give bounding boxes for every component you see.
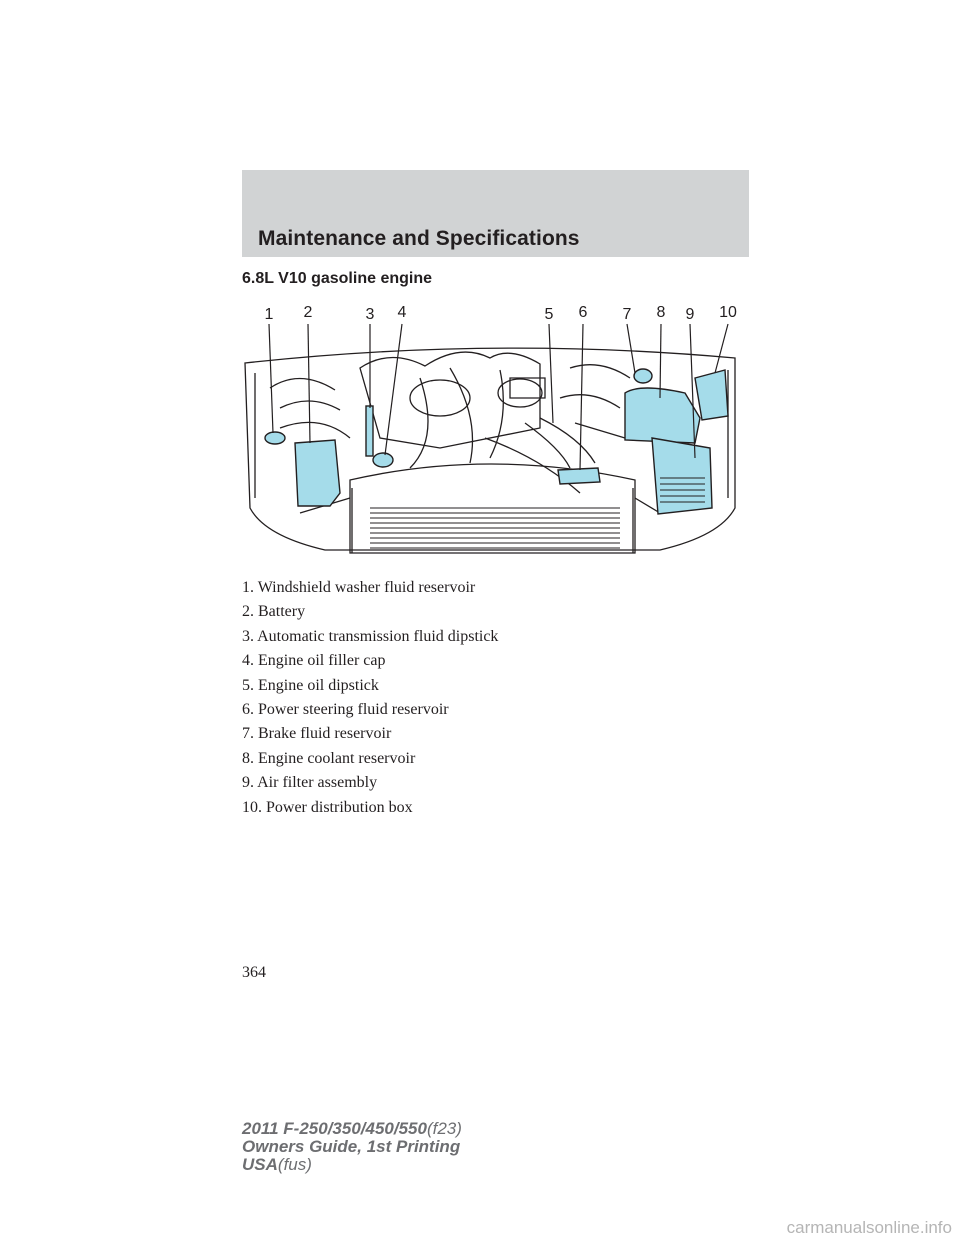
- washer-reservoir-cap: [265, 432, 285, 444]
- legend-item: 8. Engine coolant reservoir: [242, 749, 416, 767]
- footer-printing: Owners Guide, 1st Printing: [242, 1137, 461, 1156]
- legend-item: 7. Brake fluid reservoir: [242, 725, 392, 743]
- leader-line-7: [627, 324, 635, 373]
- legend-item: 9. Air filter assembly: [242, 774, 378, 792]
- power-distribution-shape: [695, 370, 728, 420]
- callout-4: 4: [397, 304, 407, 321]
- battery-shape: [295, 440, 340, 506]
- leader-line-1: [269, 324, 273, 433]
- leader-line-8: [660, 324, 661, 398]
- legend-item: 6. Power steering fluid reservoir: [242, 700, 449, 718]
- callout-3: 3: [365, 306, 375, 323]
- callout-10: 10: [719, 304, 737, 321]
- footer-model: 2011 F-250/350/450/550: [242, 1119, 427, 1138]
- leader-line-10: [715, 324, 728, 373]
- power-steering-shape: [558, 468, 600, 484]
- section-title: Maintenance and Specifications: [258, 227, 580, 250]
- coolant-reservoir-shape: [625, 388, 700, 443]
- footer-market-code: (fus): [277, 1155, 312, 1174]
- callout-9: 9: [685, 306, 695, 323]
- section-header: [242, 170, 749, 257]
- leader-line-2: [308, 324, 310, 443]
- legend-item: 10. Power distribution box: [242, 798, 413, 816]
- legend-item: 4. Engine oil filler cap: [242, 652, 386, 670]
- callout-1: 1: [264, 306, 274, 323]
- page-number: 364: [242, 964, 266, 981]
- legend-item: 5. Engine oil dipstick: [242, 676, 379, 694]
- callout-2: 2: [303, 304, 313, 321]
- engine-illustration: [240, 298, 745, 573]
- callout-5: 5: [544, 306, 554, 323]
- legend-item: 3. Automatic transmission fluid dipstick: [242, 627, 499, 645]
- print-footer: [242, 1120, 462, 1174]
- oil-cap-shape: [373, 453, 393, 467]
- legend-item: 2. Battery: [242, 603, 306, 621]
- engine-heading: 6.8L V10 gasoline engine: [242, 270, 432, 287]
- footer-model-code: (f23): [426, 1119, 462, 1138]
- air-filter-shape: [652, 438, 712, 514]
- engine-compartment-diagram: [240, 298, 745, 573]
- leader-line-4: [385, 324, 402, 455]
- brake-reservoir-shape: [634, 369, 652, 383]
- callout-8: 8: [656, 304, 666, 321]
- component-legend: [242, 576, 498, 820]
- leader-line-5: [549, 324, 553, 423]
- legend-item: 1. Windshield washer fluid reservoir: [242, 579, 476, 596]
- callout-6: 6: [578, 304, 588, 321]
- footer-market: USA: [242, 1155, 278, 1174]
- watermark: carmanualsonline.info: [786, 1218, 952, 1237]
- callout-7: 7: [622, 306, 632, 323]
- trans-dipstick-shape: [366, 406, 373, 456]
